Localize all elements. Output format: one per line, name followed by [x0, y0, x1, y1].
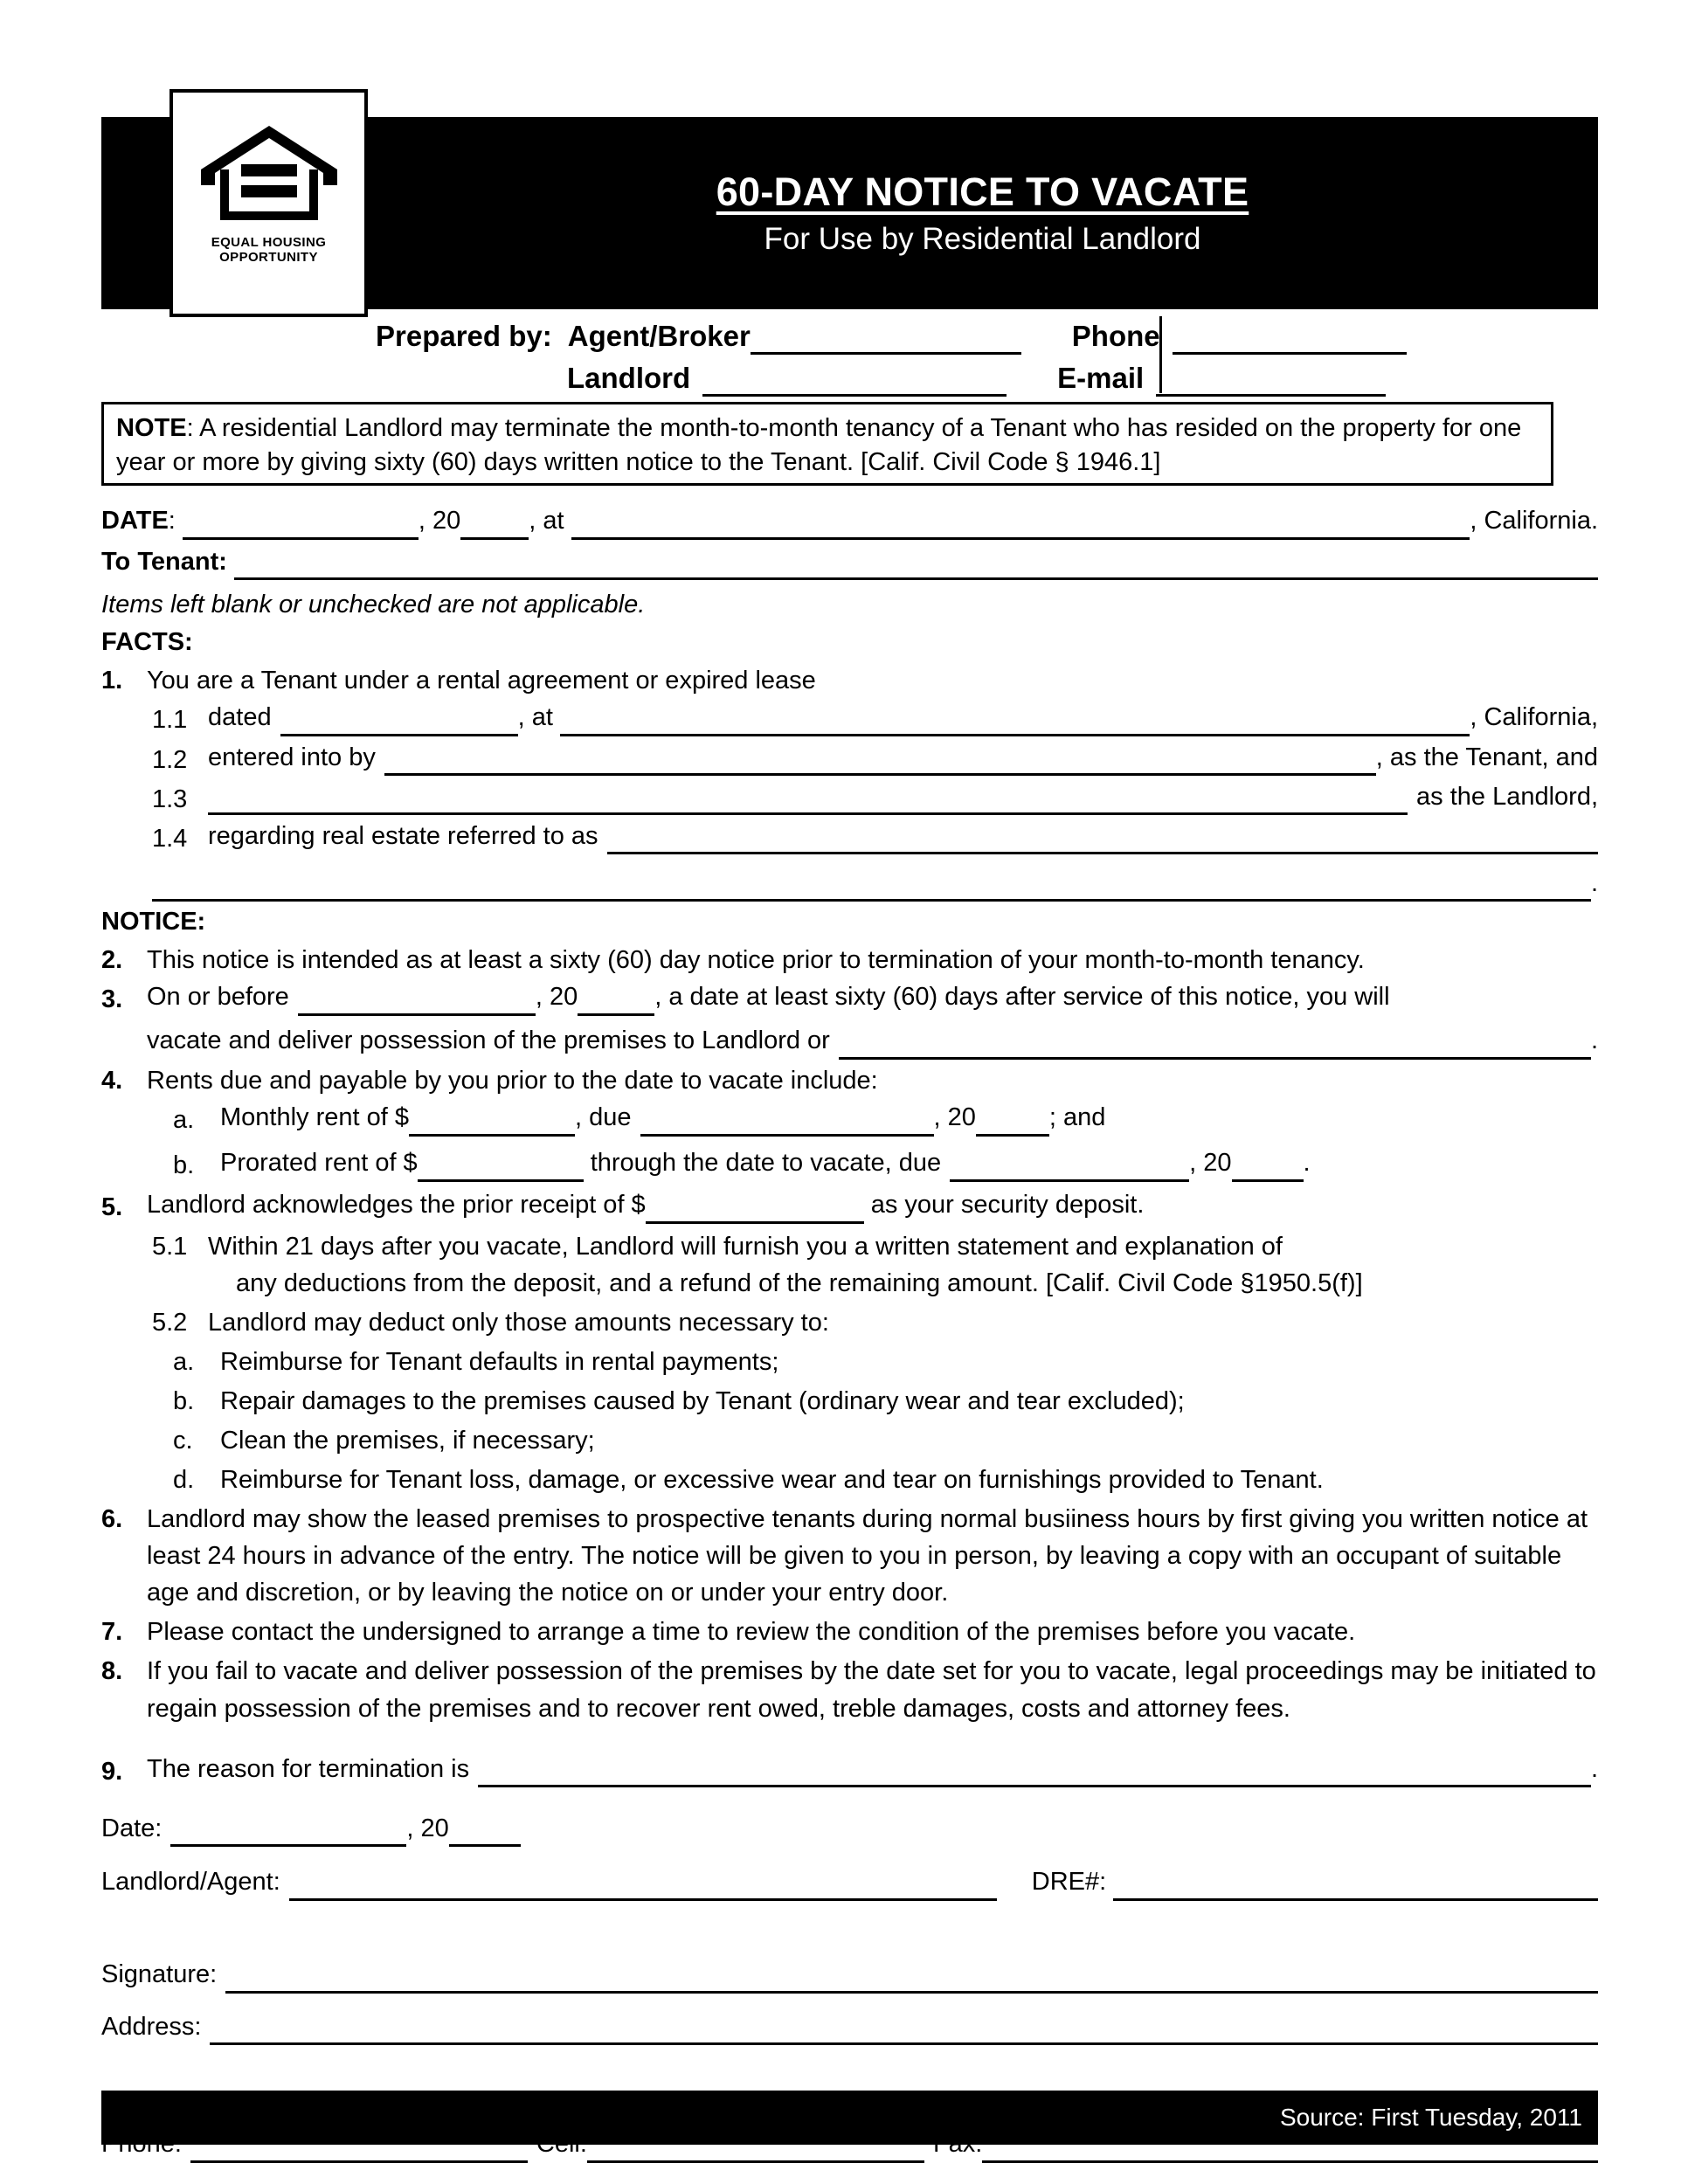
dre-input[interactable] [1113, 1872, 1598, 1901]
item-1-1-mid: , at [517, 703, 553, 732]
signature-date-comma-20: , 20 [406, 1814, 449, 1842]
item-3-number: 3. [101, 985, 123, 1014]
date-colon: : [168, 507, 176, 535]
list-item-5 [101, 1189, 1598, 1226]
list-item-1-1 [101, 702, 1598, 738]
item-5-2-number: 5.2 [152, 1309, 188, 1337]
date-input[interactable] [183, 511, 419, 540]
item-5-2-a-letter: a. [173, 1348, 195, 1377]
date-line [101, 505, 1598, 540]
item-5-1-number: 5.1 [152, 1232, 188, 1261]
email-input[interactable] [1156, 361, 1386, 397]
signature-line [101, 1959, 1598, 1994]
item-4-a-mid2: , 20 [933, 1102, 976, 1131]
list-item-5-2-b [101, 1383, 1598, 1420]
item-1-3-post: as the Landlord, [1416, 782, 1598, 811]
item-7-number: 7. [101, 1618, 123, 1647]
signature-date-label: Date: [101, 1814, 163, 1842]
signature-input[interactable] [225, 1965, 1598, 1994]
header-title-block [367, 117, 1598, 309]
list-item-8 [101, 1653, 1598, 1726]
list-item-5-2 [101, 1304, 1598, 1341]
item-1-text: You are a Tenant under a rental agreement or expired lease [147, 667, 816, 695]
signature-date-year-input[interactable] [449, 1818, 521, 1847]
item-1-4-property-input-line2[interactable] [152, 873, 1591, 902]
item-3-line2-post: . [1590, 1026, 1598, 1055]
logo-caption [211, 236, 327, 266]
address-line [101, 2011, 1598, 2046]
item-3-line2-pre: vacate and deliver possession of the premises to Landlord or [147, 1026, 830, 1055]
item-1-2-number: 1.2 [152, 745, 188, 774]
phone-input[interactable] [1173, 319, 1407, 355]
landlord-agent-input[interactable] [289, 1872, 997, 1901]
signature-date-line [101, 1813, 1598, 1848]
agent-broker-label: Agent/Broker [567, 320, 751, 352]
item-5-2-c-text: Clean the premises, if necessary; [220, 1427, 595, 1455]
item-4-a-pre: Monthly rent of $ [220, 1102, 409, 1131]
item-4-b-due-date-input[interactable] [950, 1151, 1189, 1182]
item-5-2-text: Landlord may deduct only those amounts necessary to: [208, 1309, 829, 1337]
item-5-post: as your security deposit. [870, 1190, 1145, 1219]
date-city-input[interactable] [571, 511, 1470, 540]
to-tenant-label: To Tenant [101, 547, 219, 576]
address-input[interactable] [210, 2016, 1598, 2045]
item-4-number: 4. [101, 1066, 123, 1095]
list-item-5-2-c [101, 1422, 1598, 1459]
signature-label: Signature: [101, 1959, 218, 1988]
facts-heading: FACTS: [101, 628, 193, 657]
list-item-9 [101, 1753, 1598, 1790]
page-title: 60-DAY NOTICE TO VACATE [716, 169, 1249, 214]
item-1-1-pre: dated [208, 703, 272, 732]
item-4-b-year-input[interactable] [1232, 1151, 1304, 1182]
list-item-1-3 [101, 781, 1598, 818]
item-3-landlord-agent-input[interactable] [839, 1029, 1591, 1060]
item-1-1-city-input[interactable] [560, 706, 1470, 736]
item-4-b-amount-input[interactable] [418, 1151, 584, 1182]
list-item-1-2 [101, 742, 1598, 778]
item-6-text: Landlord may show the leased premises to prospective tenants during normal busiiness hours by first giving you written notice at least 24 hours in advance of the entry. The notice will be given to you in person, by leaving a copy with an occupant of suitable age and discretion, or by leaving the notice on or under your entry door. [147, 1505, 1588, 1607]
item-4-b-mid: through the date to vacate, due [590, 1148, 942, 1177]
item-1-3-number: 1.3 [152, 784, 188, 813]
date-state: , California. [1470, 507, 1598, 535]
prepared-by-label: Prepared by: [376, 320, 552, 352]
item-4-b-mid2: , 20 [1189, 1148, 1232, 1177]
landlord-agent-label: Landlord/Agent: [101, 1868, 280, 1897]
item-5-2-a-text: Reimburse for Tenant defaults in rental payments; [220, 1348, 779, 1377]
list-item-1-4 [101, 820, 1598, 857]
prepared-by-row-agent [376, 313, 1598, 355]
list-item-7 [101, 1614, 1598, 1650]
prepared-by-row-landlord [376, 355, 1598, 397]
landlord-input[interactable] [702, 361, 1007, 397]
item-4-b-post: . [1303, 1148, 1311, 1177]
list-item-3 [101, 981, 1598, 1059]
address-label: Address: [101, 2012, 202, 2041]
phone-label: Phone [1071, 320, 1160, 352]
item-5-2-d-letter: d. [173, 1466, 195, 1495]
item-1-4-pre: regarding real estate referred to as [208, 821, 598, 850]
email-label: E-mail [1057, 362, 1145, 394]
item-4-a-due-date-input[interactable] [640, 1106, 934, 1137]
to-tenant-line [101, 546, 1598, 581]
date-year-input[interactable] [460, 511, 529, 540]
item-1-4-continuation [101, 867, 1598, 902]
item-1-4-property-input[interactable] [607, 824, 1598, 854]
list-item-4-b [101, 1147, 1598, 1184]
item-9-number: 9. [101, 1757, 123, 1786]
signature-date-input[interactable] [170, 1818, 406, 1847]
item-6-number: 6. [101, 1505, 123, 1534]
item-1-2-post: , as the Tenant, and [1375, 743, 1598, 771]
footer-band [101, 2091, 1598, 2145]
list-item-4 [101, 1062, 1598, 1099]
item-2-number: 2. [101, 946, 123, 975]
item-9-pre: The reason for termination is [147, 1754, 470, 1783]
to-tenant-input[interactable] [234, 551, 1598, 580]
item-1-4-number: 1.4 [152, 824, 188, 853]
item-1-1-date-input[interactable] [280, 706, 518, 736]
item-9-post: . [1590, 1754, 1598, 1783]
item-5-1-line2: any deductions from the deposit, and a refund of the remaining amount. [Calif. Civil Code §1950.5(f)] [236, 1269, 1363, 1297]
item-5-deposit-input[interactable] [646, 1193, 864, 1224]
note-text: : A residential Landlord may terminate the month-to-month tenancy of a Tenant who has resided on the property for one year or more by giving sixty (60) days written notice to the Tenant. [Calif. Civil Code § 1946.1] [116, 414, 1522, 477]
item-8-text: If you fail to vacate and deliver possession of the premises by the date set for you to vacate, legal proceedings may be initiated to regain possession of the premises and to recover rent owed, treble damages, costs and attorney fees. [147, 1657, 1596, 1723]
house-equal-sign-icon [199, 115, 339, 229]
item-5-2-c-letter: c. [173, 1427, 193, 1455]
item-3-date-input[interactable] [298, 985, 536, 1016]
item-1-4-post: . [1590, 868, 1598, 897]
list-item-2 [101, 942, 1598, 978]
logo-caption-line1: EQUAL HOUSING [211, 235, 327, 250]
list-item-6 [101, 1501, 1598, 1611]
to-tenant-colon: : [218, 547, 227, 576]
item-4-a-post: ; and [1048, 1102, 1106, 1131]
item-4-a-year-input[interactable] [976, 1106, 1049, 1137]
item-1-2-pre: entered into by [208, 743, 376, 771]
item-1-1-post: , California, [1470, 703, 1598, 732]
item-4-a-amount-input[interactable] [409, 1106, 575, 1137]
list-item-4-a [101, 1102, 1598, 1138]
item-5-1-line1: Within 21 days after you vacate, Landlord will furnish you a written statement and explanation of [208, 1232, 1283, 1261]
landlord-agent-line [101, 1866, 1598, 1901]
note-box [101, 402, 1553, 486]
agent-broker-input[interactable] [751, 319, 1021, 355]
notice-heading: NOTICE: [101, 908, 206, 936]
item-1-3-landlord-input[interactable] [208, 784, 1408, 815]
item-4-b-letter: b. [173, 1151, 195, 1179]
item-2-text: This notice is intended as at least a sixty (60) day notice prior to termination of your month-to-month tenancy. [147, 946, 1365, 975]
list-item-1 [101, 662, 1598, 699]
item-4-a-mid: , due [575, 1102, 632, 1131]
list-item-5-2-a [101, 1344, 1598, 1380]
logo-caption-line2: OPPORTUNITY [219, 249, 318, 265]
item-5-2-b-letter: b. [173, 1387, 195, 1416]
date-comma-20: , 20 [418, 507, 461, 535]
item-4-b-pre: Prorated rent of $ [220, 1148, 418, 1177]
equal-housing-logo [169, 89, 368, 317]
item-9-reason-input[interactable] [478, 1757, 1591, 1787]
note-label: NOTE [116, 414, 187, 442]
item-5-2-b-text: Repair damages to the premises caused by Tenant (ordinary wear and tear excluded); [220, 1387, 1185, 1416]
item-4-text: Rents due and payable by you prior to the date to vacate include: [147, 1066, 878, 1095]
item-1-number: 1. [101, 667, 123, 695]
item-8-number: 8. [101, 1657, 123, 1686]
item-4-a-letter: a. [173, 1105, 195, 1134]
footer-source-text: Source: First Tuesday, 2011 [1279, 2104, 1582, 2131]
date-label: DATE [101, 507, 169, 535]
dre-label: DRE#: [1031, 1868, 1107, 1897]
item-3-mid: , 20 [535, 983, 578, 1012]
date-at: , at [529, 507, 564, 535]
blank-items-note: Items left blank or unchecked are not applicable. [101, 591, 646, 619]
item-5-pre: Landlord acknowledges the prior receipt of $ [147, 1190, 646, 1219]
item-5-2-d-text: Reimburse for Tenant loss, damage, or excessive wear and tear on furnishings provided to Tenant. [220, 1466, 1324, 1495]
document-body [101, 505, 1598, 2169]
prepared-by-block [376, 313, 1598, 397]
item-7-text: Please contact the undersigned to arrange a time to review the condition of the premises before you vacate. [147, 1618, 1356, 1647]
item-1-2-tenant-input[interactable] [384, 745, 1376, 776]
item-5-number: 5. [101, 1192, 123, 1221]
item-3-year-input[interactable] [578, 985, 654, 1016]
item-1-1-number: 1.1 [152, 706, 188, 735]
list-item-5-1 [101, 1228, 1598, 1302]
page-subtitle: For Use by Residential Landlord [764, 221, 1201, 256]
landlord-label: Landlord [567, 362, 691, 394]
item-3-post: , a date at least sixty (60) days after service of this notice, you will [654, 983, 1390, 1012]
item-3-pre: On or before [147, 983, 289, 1012]
list-item-5-2-d [101, 1462, 1598, 1498]
